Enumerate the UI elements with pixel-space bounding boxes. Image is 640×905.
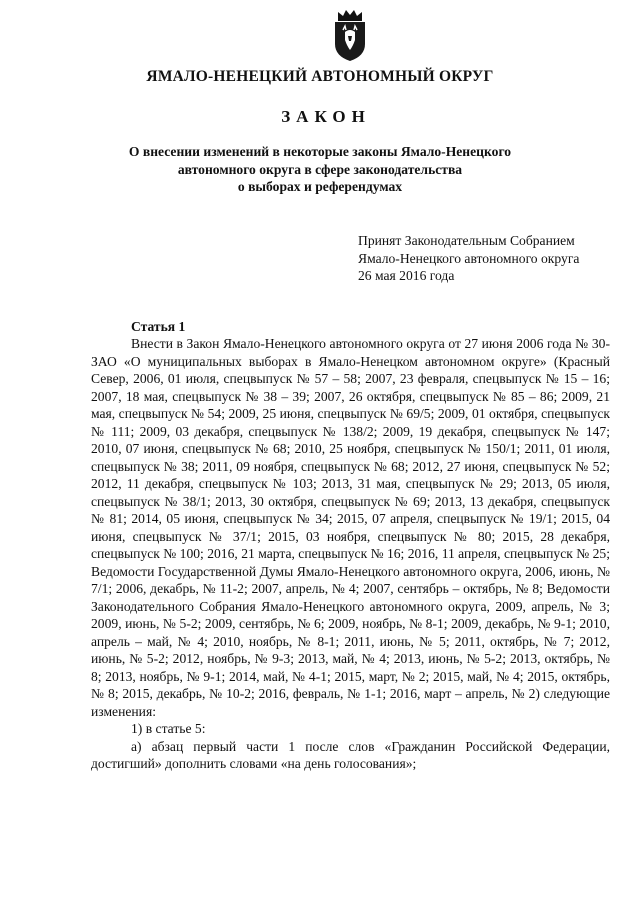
- article-body: [91, 335, 610, 773]
- law-title-line: О внесении изменений в некоторые законы Ямало-Ненецкого: [128, 144, 512, 159]
- coat-of-arms-emblem: [329, 8, 371, 62]
- document-type: ЗАКОН: [281, 107, 371, 126]
- law-title-line: о выборах и референдумах: [237, 179, 403, 194]
- law-title-line: автономного округа в сфере законодательства: [177, 161, 463, 177]
- article-heading: Статья 1: [131, 319, 186, 334]
- adoption-line: Принят Законодательным Собранием: [358, 233, 575, 248]
- adoption-note: [358, 232, 579, 285]
- region-name: ЯМАЛО-НЕНЕЦКИЙ АВТОНОМНЫЙ ОКРУГ: [146, 68, 494, 85]
- body-paragraph: Внести в Закон Ямало-Ненецкого автономного округа от 27 июня 2006 года № 30-ЗАО «О муниципальных выборах в Ямало-Ненецком автономном округе» (Красный Север, 2006, 01 июля, спецвыпуск № 57 – 58; 2007, 23 февраля, спецвыпуск № 15 – 16; 2007, 18 мая, спецвыпуск № 38 – 39; 2007, 26 октября, спецвыпуск № 85 – 86; 2009, 21 мая, спецвыпуск № 54; 2009, 25 июня, спецвыпуск № 69/5; 2009, 01 октября, спецвыпуск № 111; 2009, 03 декабря, спецвыпуск № 138/2; 2009, 19 декабря, спецвыпуск № 147; 2010, 07 июня, спецвыпуск № 68; 2010, 25 ноября, спецвыпуск № 150/1; 2011, 01 июля, спецвыпуск № 38; 2011, 09 ноября, спецвыпуск № 68; 2012, 27 июня, спецвыпуск № 52; 2012, 11 декабря, спецвыпуск № 103; 2013, 31 мая, спецвыпуск № 29; 2013, 05 июля, спецвыпуск № 38/1; 2013, 30 октября, спецвыпуск № 69; 2013, 13 декабря, спецвыпуск № 81; 2014, 05 июня, спецвыпуск № 34; 2015, 07 апреля, спецвыпуск № 19/1; 2015, 04 июня, спецвыпуск № 37/1; 2015, 03 ноября, спецвыпуск № 80; 2015, 28 декабря, спецвыпуск № 100; 2016, 21 марта, спецвыпуск № 16; 2016, 11 апреля, спецвыпуск № 25; Ведомости Государственной Думы Ямало-Ненецкого автономного округа, 2006, июнь, № 7/1; 2006, декабрь, № 11-2; 2007, апрель, № 4; 2007, сентябрь – октябрь, № 8; Ведомости Законодательного Собрания Ямало-Ненецкого автономного округа, 2009, апрель, № 3; 2009, июнь, № 5-2; 2009, сентябрь, № 6; 2009, ноябрь, № 8-1; 2009, декабрь, № 9-1; 2010, апрель – май, № 4; 2010, ноябрь, № 8-1; 2011, июнь, № 5; 2011, октябрь, № 7; 2012, июнь, № 5-2; 2012, ноябрь, № 9-3; 2013, май, № 4; 2013, июнь, № 5-2; 2013, октябрь, № 8; 2013, ноябрь, № 9-1; 2014, май, № 4-1; 2015, март, № 2; 2015, май, № 4; 2015, октябрь, № 8; 2015, декабрь, № 10-2; 2016, февраль, № 1-1; 2016, март – апрель, № 2) следующие изменения:: [91, 336, 610, 719]
- law-title: [120, 143, 520, 196]
- adoption-line: Ямало-Ненецкого автономного округа: [358, 250, 580, 266]
- body-paragraph: а) абзац первый части 1 после слов «Гражданин Российской Федерации, достигший» дополнить словами «на день голосования»;: [91, 738, 610, 771]
- adoption-date: 26 мая 2016 года: [358, 268, 455, 283]
- body-paragraph: 1) в статье 5:: [131, 721, 206, 736]
